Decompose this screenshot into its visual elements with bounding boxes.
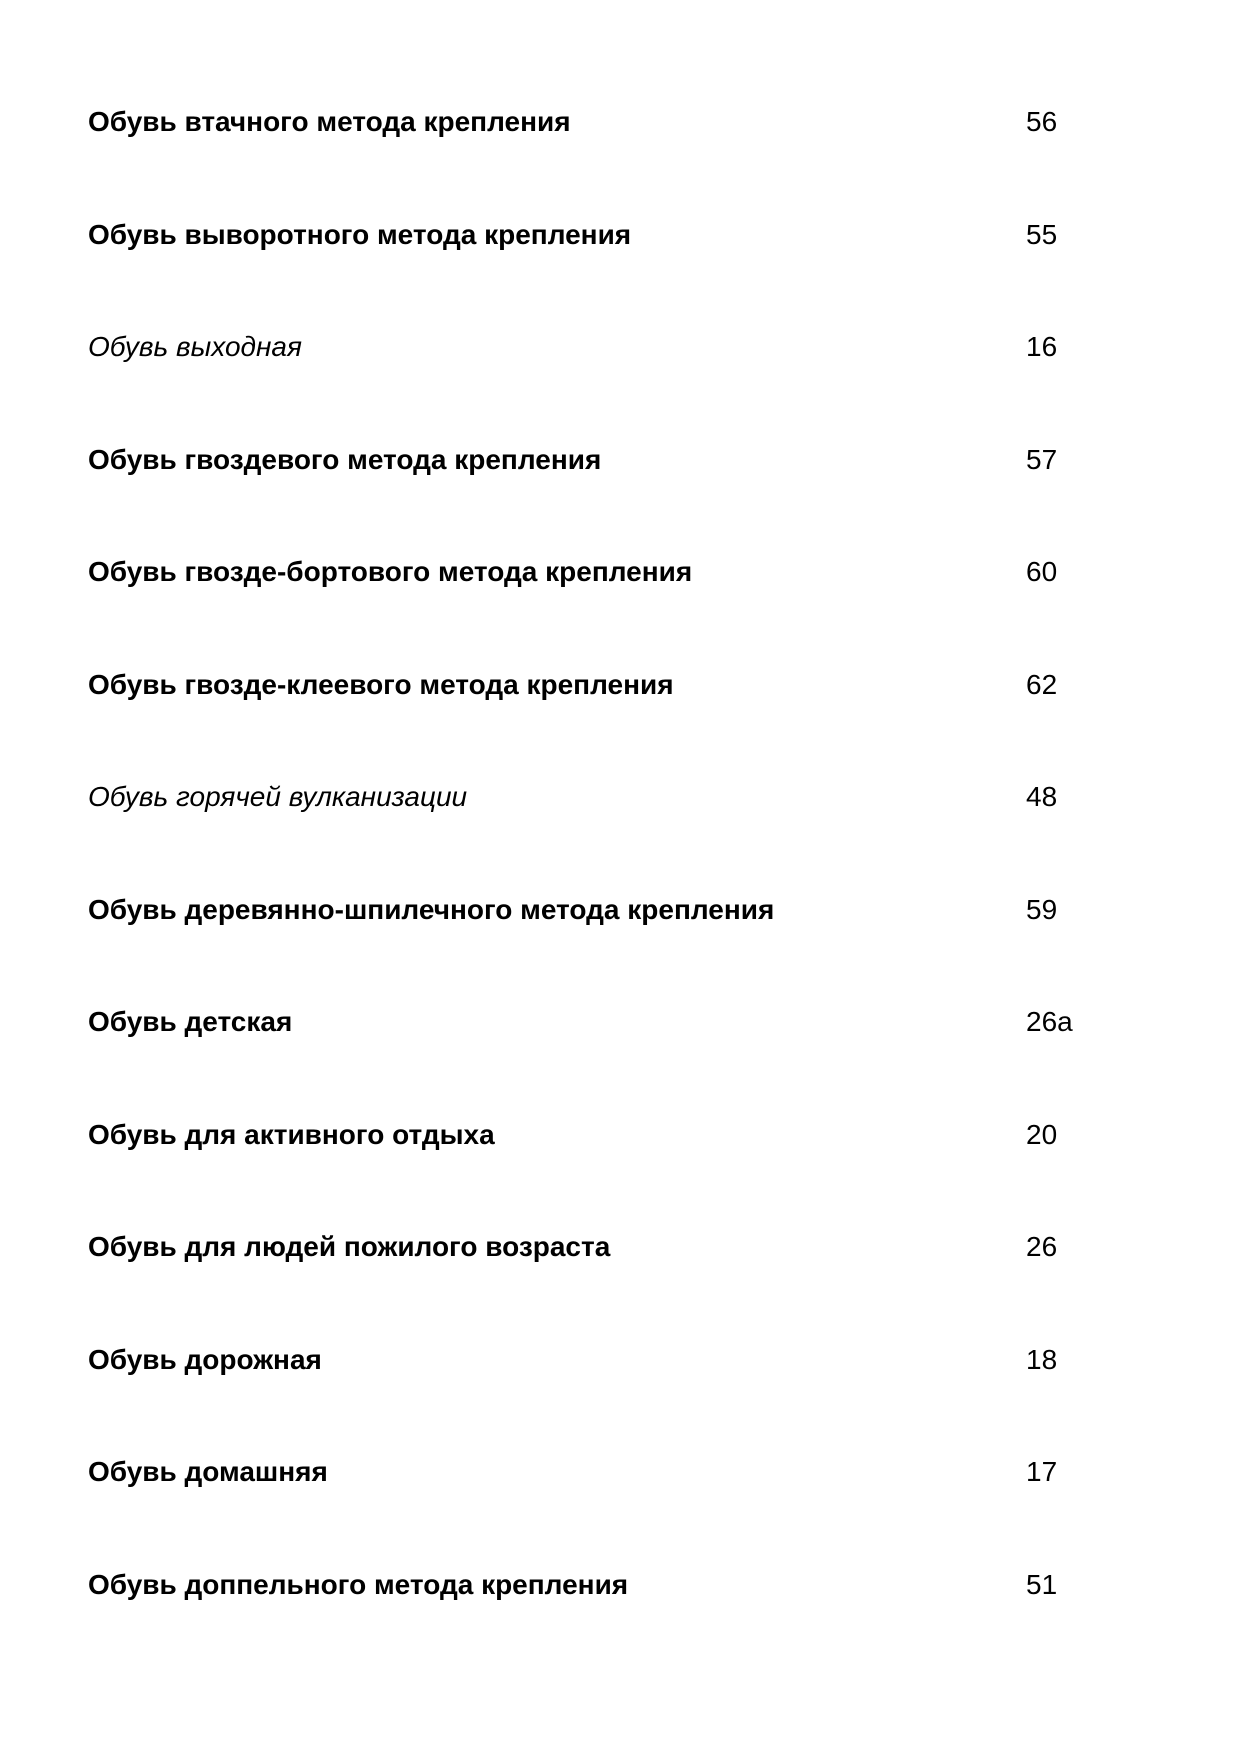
entry-term: Обувь доппельного метода крепления bbox=[88, 1569, 629, 1600]
entry-page-number: 18 bbox=[1026, 1344, 1058, 1375]
entry-term: Обувь горячей вулканизации bbox=[88, 781, 468, 812]
index-entry bbox=[0, 890, 1240, 930]
entry-term: Обувь деревянно-шпилечного метода крепления bbox=[88, 894, 775, 925]
entry-term: Обувь выходная bbox=[88, 331, 302, 362]
index-entry bbox=[0, 1340, 1240, 1380]
entry-page-number: 26а bbox=[1026, 1006, 1073, 1037]
entry-term: Обувь гвозде-клеевого метода крепления bbox=[88, 669, 674, 700]
entry-term: Обувь гвоздевого метода крепления bbox=[88, 444, 602, 475]
index-entry bbox=[0, 215, 1240, 255]
entry-page-number: 56 bbox=[1026, 106, 1058, 137]
entry-page-number: 16 bbox=[1026, 331, 1058, 362]
entry-page-number: 60 bbox=[1026, 556, 1058, 587]
entry-page-number: 20 bbox=[1026, 1119, 1058, 1150]
entry-page-number: 26 bbox=[1026, 1231, 1058, 1262]
index-entry bbox=[0, 552, 1240, 592]
entry-term: Обувь выворотного метода крепления bbox=[88, 219, 632, 250]
entry-term: Обувь детская bbox=[88, 1006, 293, 1037]
entry-term: Обувь для активного отдыха bbox=[88, 1119, 495, 1150]
index-entry bbox=[0, 102, 1240, 142]
entry-term: Обувь гвозде-бортового метода крепления bbox=[88, 556, 693, 587]
index-entry bbox=[0, 777, 1240, 817]
entry-page-number: 57 bbox=[1026, 444, 1058, 475]
entry-term: Обувь для людей пожилого возраста bbox=[88, 1231, 611, 1262]
index-entry bbox=[0, 665, 1240, 705]
index-entry bbox=[0, 1452, 1240, 1492]
entry-page-number: 51 bbox=[1026, 1569, 1058, 1600]
entry-page-number: 59 bbox=[1026, 894, 1058, 925]
index-entry bbox=[0, 1565, 1240, 1605]
index-entry bbox=[0, 1115, 1240, 1155]
index-entry bbox=[0, 327, 1240, 367]
entry-page-number: 48 bbox=[1026, 781, 1058, 812]
index-entry bbox=[0, 1227, 1240, 1267]
index-entry bbox=[0, 440, 1240, 480]
index-entry bbox=[0, 1002, 1240, 1042]
entry-page-number: 17 bbox=[1026, 1456, 1058, 1487]
entry-term: Обувь домашняя bbox=[88, 1456, 328, 1487]
entry-page-number: 55 bbox=[1026, 219, 1058, 250]
entry-page-number: 62 bbox=[1026, 669, 1058, 700]
entry-term: Обувь дорожная bbox=[88, 1344, 322, 1375]
entry-term: Обувь втачного метода крепления bbox=[88, 106, 571, 137]
